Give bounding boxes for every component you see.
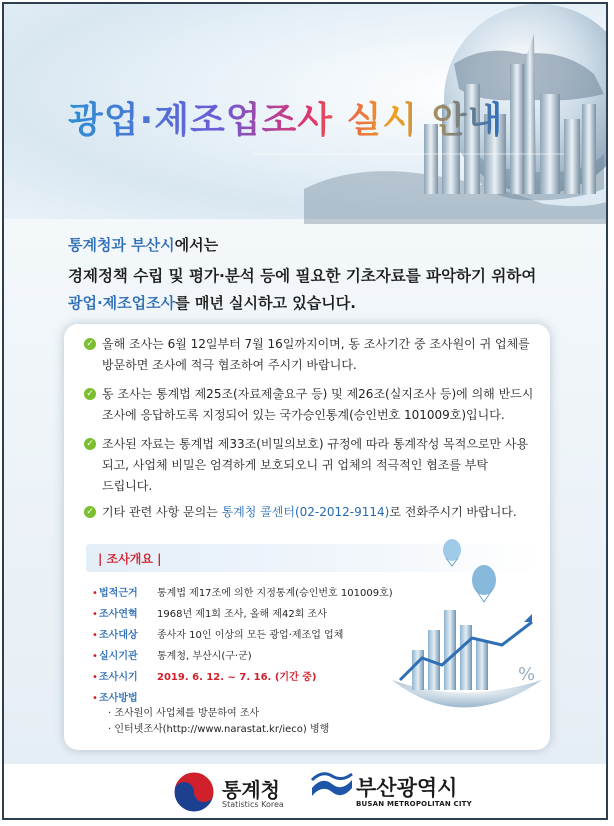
overview-key: 조사시기 [99,672,138,683]
bullet-contact [84,502,536,523]
svg-text:%: % [518,664,536,685]
bullet-dot-icon: • [92,672,98,683]
overview-key: 조사방법 [99,693,138,704]
overview-title: | 조사개요 | [98,552,162,566]
bullet-text: 조사에 응답하도록 지정되어 있는 국가승인통계(승인번호 101009호)입니다. [102,408,505,422]
overview-value: 종사자 10인 이상의 모든 광업·제조업 업체 [157,630,344,641]
overview-row [92,584,393,599]
intro-line-2: 경제정책 수립 및 평가·분석 등에 필요한 기초자료를 파악하기 위하여 [68,267,537,285]
bullet-dot-icon: • [92,609,98,620]
check-icon: ✓ [84,438,96,450]
overview-row [92,668,316,683]
check-icon: ✓ [84,506,96,518]
info-card [64,324,550,750]
bullet-text: 방문하면 조사에 적극 협조하여 주시기 바랍니다. [102,358,357,372]
check-icon: ✓ [84,338,96,350]
bullet-dot-icon: • [92,630,98,641]
bullet-text: 올해 조사는 6월 12일부터 7월 16일까지이며, 동 조사기간 중 조사원이 귀 업체를 [102,337,530,351]
bullet-dot-icon: • [92,651,98,662]
intro-line-3-rest: 를 매년 실시하고 있습니다. [175,294,356,312]
bullet-text: 드립니다. [102,479,153,493]
contact-post: 로 전화주시기 바랍니다. [389,505,517,519]
overview-value: 1968년 제1회 조사, 올해 제42회 조사 [157,609,327,620]
overview-key: 조사연혁 [99,609,138,620]
intro-survey-highlight: 광업·제조업조사 [68,294,176,312]
bullet-dot-icon: • [92,693,98,704]
overview-key: 실시기관 [99,651,138,662]
contact-pre: 기타 관련 사항 문의는 [102,505,222,519]
bullet-legal [84,384,536,426]
overview-row [92,689,157,704]
bullet-text: 동 조사는 통계법 제25조(자료제출요구 등) 및 제26조(실지조사 등)에 의해 반드시 [102,387,534,401]
overview-key: 법적근거 [99,588,138,599]
method-item: · 조사원이 사업체를 방문하여 조사 [108,708,260,719]
overview-row [92,626,343,641]
overview-value: 통계법 제17조에 의한 지정통계(승인번호 101009호) [157,588,393,599]
intro-line-3 [68,292,568,313]
bullet-dot-icon: • [92,588,98,599]
busan-city-english: BUSAN METROPOLITAN CITY [356,800,472,808]
busan-city-name: 부산광역시 [356,776,458,800]
overview-row [92,605,327,620]
statistics-korea-name: 통계청 [222,778,280,802]
bullet-schedule [84,334,536,376]
call-center-link[interactable]: 통계청 콜센터(02-2012-9114) [221,505,390,519]
check-icon: ✓ [84,388,96,400]
overview-value-period: 2019. 6. 12. ~ 7. 16. (기간 중) [157,672,317,683]
overview-row [92,647,252,662]
statistics-korea-english: Statistics Korea [222,800,284,809]
overview-key: 조사대상 [99,630,138,641]
page-title: 광업·제조업조사 실시 안내 [68,92,503,143]
bar-chart-illustration [382,530,548,736]
bullet-text: 조사된 자료는 통계법 제33조(비밀의보호) 규정에 따라 통계작성 목적으로만 사용 [102,437,529,451]
statistics-korea-logo [172,770,216,814]
intro-org-highlight: 통계청과 부산시 [68,236,175,254]
intro-line-1-rest: 에서는 [174,236,219,254]
method-item: · 인터넷조사(http://www.narastat.kr/ieco) 병행 [108,724,330,735]
busan-city-logo [310,770,354,802]
bullet-text [102,502,536,523]
bullet-privacy [84,434,536,497]
overview-value: 통계청, 부산시(구·군) [157,651,252,662]
bullet-text: 되고, 사업체 비밀은 엄격하게 보호되오니 귀 업체의 적극적인 협조를 부탁 [102,458,488,472]
poster-frame [2,2,608,820]
intro-line-1 [68,234,568,255]
